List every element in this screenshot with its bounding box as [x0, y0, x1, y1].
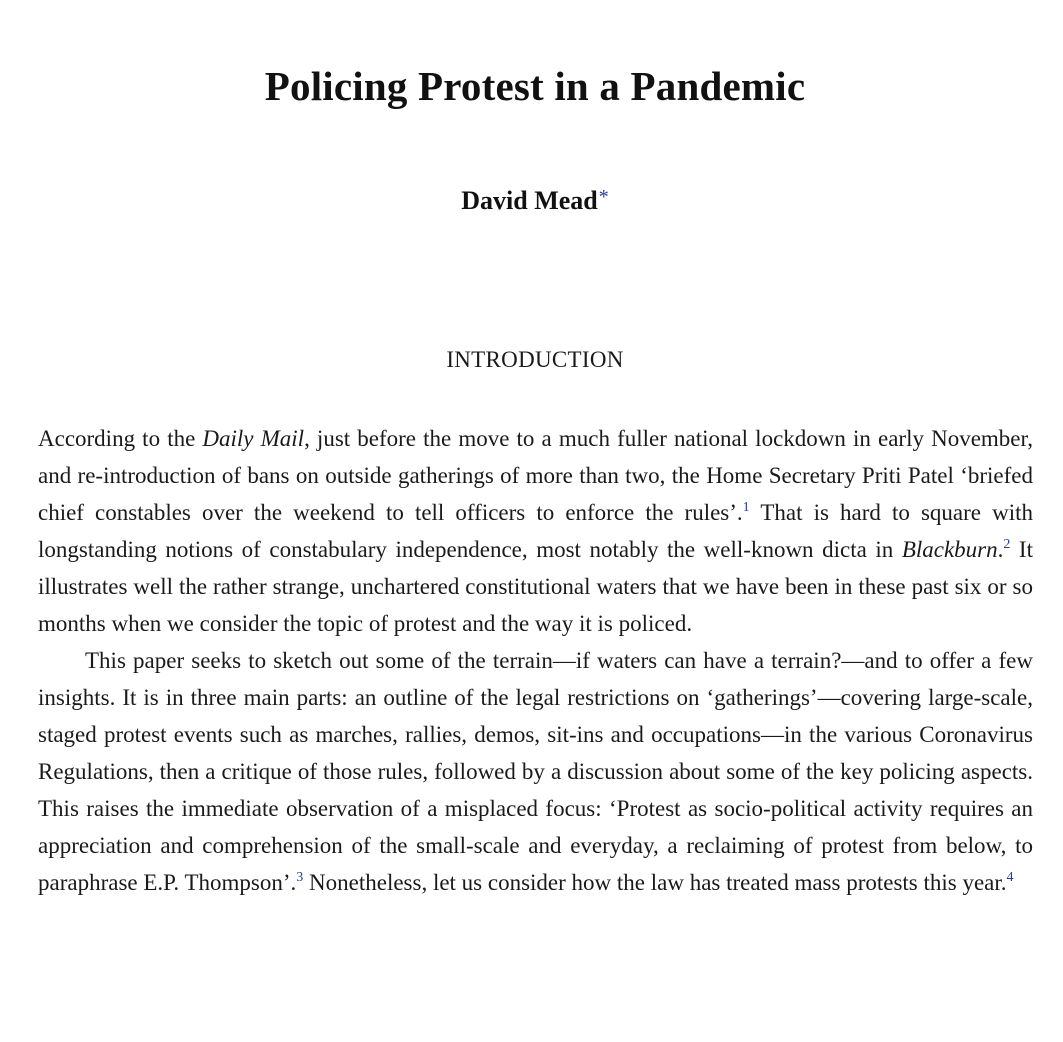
author-byline — [0, 186, 1063, 216]
p1-text-5: It illustrates well the rather strange, unchartered constitutional waters that we have been in these past six or so months when we consider the topic of protest and the way it is policed. — [38, 537, 1033, 636]
p2-text-2: Nonetheless, let us consider how the law has treated mass protests this year. — [303, 870, 1007, 895]
p2-text-1: This paper seeks to sketch out some of the terrain—if waters can have a terrain?—and to offer a few insights. It is in three main parts: an outline of the legal restrictions on ‘gatherings’—covering large-scale, staged protest events such as marches, rallies, demos, sit-ins and occupations—in the various Coronavirus Regulations, then a critique of those rules, followed by a discussion about some of the key policing aspects. This raises the immediate observation of a misplaced focus: ‘Protest as socio-political activity requires an appreciation and comprehension of the small-scale and everyday, a reclaiming of protest from below, to paraphrase E.P. Thompson’. — [38, 648, 1033, 895]
footnote-ref-4[interactable]: 4 — [1006, 870, 1014, 885]
daily-mail-italic: Daily Mail — [202, 426, 305, 451]
section-heading: INTRODUCTION — [446, 347, 624, 372]
author-footnote-marker[interactable]: * — [598, 186, 609, 208]
footnote-ref-3[interactable]: 3 — [296, 870, 304, 885]
article-body — [38, 420, 1033, 901]
footnote-ref-1[interactable]: 1 — [742, 500, 750, 515]
blackburn-italic: Blackburn — [901, 537, 998, 562]
article-title: Policing Protest in a Pandemic — [264, 63, 806, 109]
paragraph-2 — [38, 642, 1033, 901]
footnote-ref-2[interactable]: 2 — [1003, 537, 1011, 552]
paragraph-1 — [38, 420, 1033, 642]
p1-text-2: , just before the move to a much fuller national lockdown in early November, and re-introduction of bans on outside gatherings of more than two, the Home Secretary Priti Patel ‘briefed chief constables over the weekend to tell officers to enforce the rules’. — [38, 426, 1033, 525]
p1-text-4: . — [997, 537, 1004, 562]
p1-text-3: That is hard to square with longstanding notions of constabulary independence, most notably the well-known dicta in — [38, 500, 1033, 562]
author-name: David Mead — [461, 186, 598, 215]
p1-text-1: According to the — [38, 426, 203, 451]
